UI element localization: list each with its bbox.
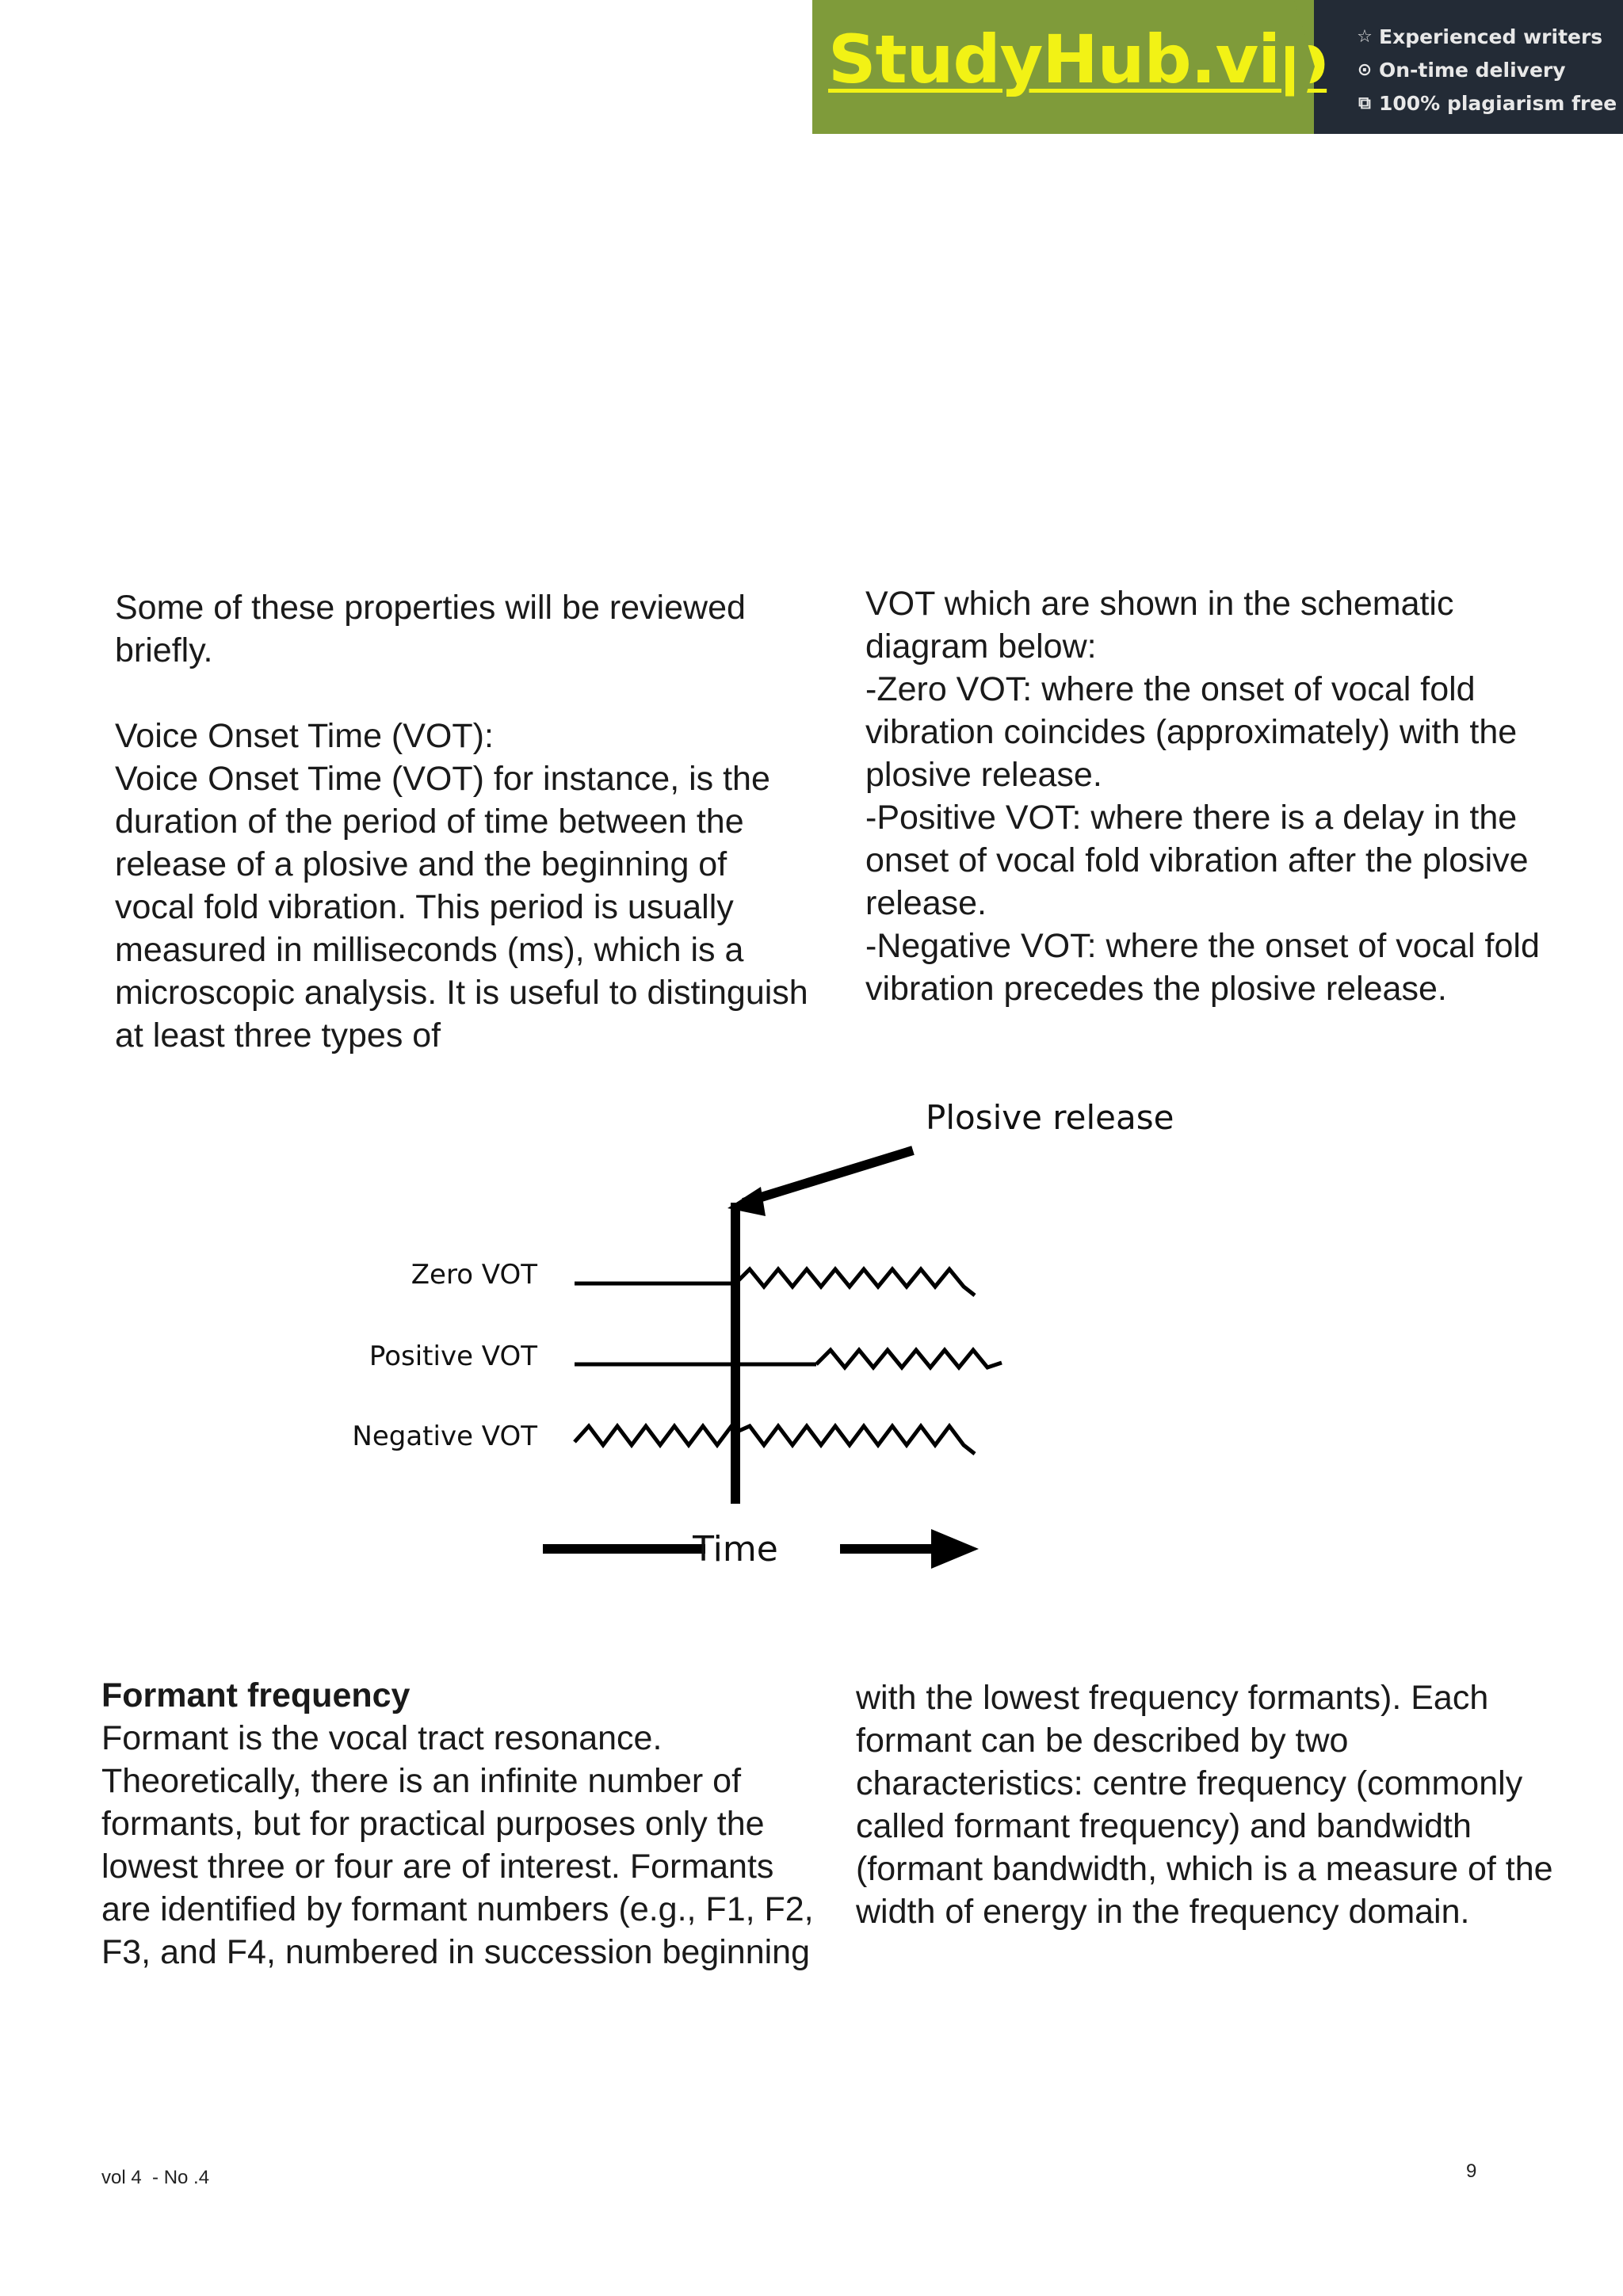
feature-experienced-writers (1355, 21, 1623, 54)
studyhub-logo[interactable] (812, 0, 1327, 134)
time-arrowhead-icon (931, 1529, 979, 1569)
logo-text: StudyHub.vip (828, 21, 1327, 98)
positive-vot-wave (816, 1350, 1002, 1367)
text-column-3 (101, 1674, 815, 1974)
banner-chevron (1294, 0, 1315, 134)
plosive-release-label: Plosive release (926, 1098, 1174, 1137)
footer-issue: vol 4 - No .4 (101, 2167, 210, 2188)
negative-vot-description: -Negative VOT: where the onset of vocal fold vibration precedes the plosive release. (865, 927, 1540, 1008)
feature-label: On-time delivery (1379, 59, 1566, 82)
page-number: 9 (1466, 2161, 1477, 2182)
star-icon: ☆ (1357, 27, 1373, 47)
plosive-release-arrow (743, 1150, 913, 1203)
positive-vot-label: Positive VOT (369, 1341, 537, 1372)
zero-vot-wave (735, 1269, 975, 1295)
formant-body-continued: with the lowest frequency formants). Each formant can be described by two characteristics: centre frequency (commonly called formant frequency) and bandwidth (formant bandwidth, which is a measure of the width of energy in the frequency domain. (856, 1679, 1553, 1931)
negative-vot-label: Negative VOT (352, 1421, 537, 1452)
copy-icon: ⧉ (1358, 93, 1371, 113)
feature-plagiarism-free (1355, 87, 1623, 120)
time-label: Time (693, 1529, 778, 1569)
feature-on-time-delivery (1355, 54, 1623, 87)
vot-diagram-svg (349, 1098, 1174, 1592)
text-column-4 (856, 1676, 1569, 1933)
zero-vot-description: -Zero VOT: where the onset of vocal fold vibration coincides (approximately) with the plosive release. (865, 670, 1518, 794)
formant-body: Formant is the vocal tract resonance. Theoretically, there is an infinite number of formants, but for practical purposes only the lowest three or four are of interest. Formants are identified by formant numbers (e.g., F1, F2, F3, and F4, numbered in succession beginning (101, 1719, 814, 1971)
banner-features (1314, 0, 1623, 134)
negative-vot-wave (575, 1426, 975, 1454)
text-column-2 (865, 582, 1563, 1010)
positive-vot-description: -Positive VOT: where there is a delay in the onset of vocal fold vibration after the plosive release. (865, 799, 1529, 922)
feature-label: 100% plagiarism free (1379, 92, 1617, 115)
ad-banner[interactable] (812, 0, 1623, 134)
vot-intro: VOT which are shown in the schematic diagram below: (865, 585, 1454, 666)
formant-heading: Formant frequency (101, 1676, 411, 1714)
feature-label: Experienced writers (1379, 25, 1603, 48)
clock-icon: ⊙ (1357, 60, 1373, 80)
vot-heading: Voice Onset Time (VOT): (115, 717, 494, 755)
paragraph-intro: Some of these properties will be reviewed briefly. (115, 589, 746, 669)
vot-definition: Voice Onset Time (VOT) for instance, is the duration of the period of time between the release of a plosive and the beginning of vocal fold vibration. This period is usually measured in milliseconds (ms), which is a microscopic analysis. It is useful to distinguish at least three types of (115, 760, 808, 1055)
vot-schematic-diagram (349, 1098, 1174, 1592)
text-column-1 (115, 586, 812, 1057)
zero-vot-label: Zero VOT (411, 1259, 537, 1291)
